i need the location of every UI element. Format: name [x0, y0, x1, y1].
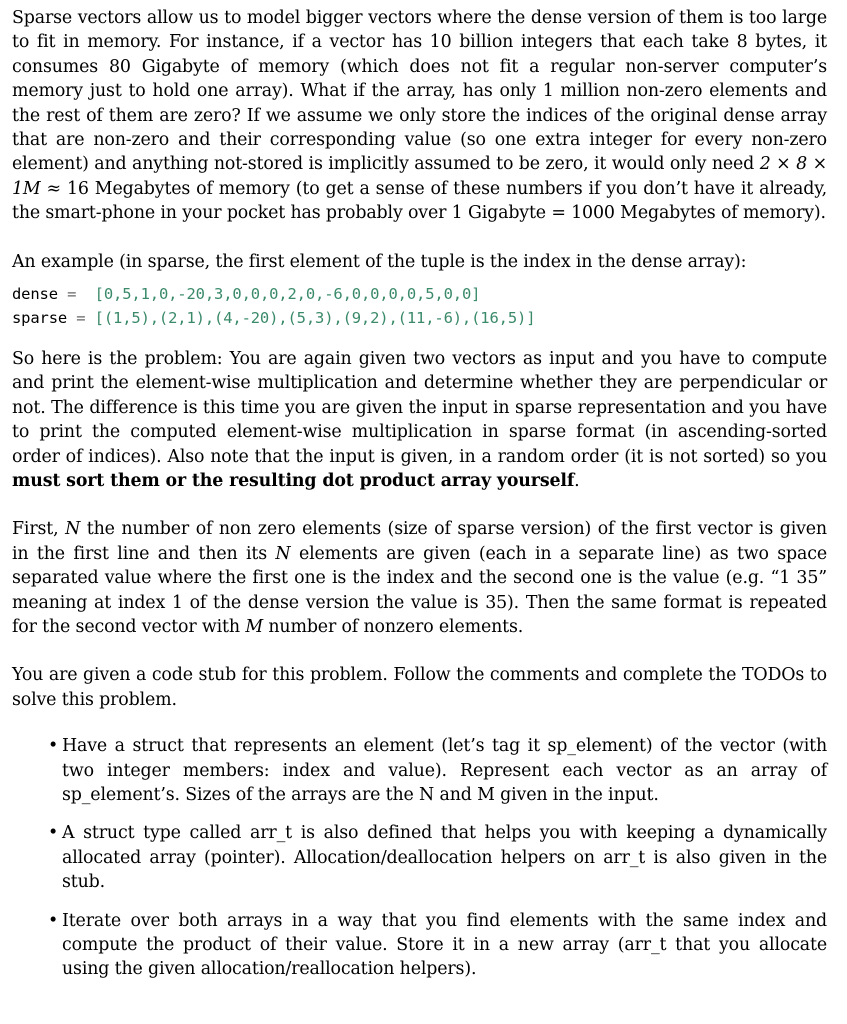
intro-tail: 16 Megabytes of memory (to get a sense of these numbers if you don’t have it already, the smart-phone in your pocket has probably over 1 Gigabyte = 1000 Megabytes of memory). [12, 178, 827, 224]
intro-paragraph [12, 6, 827, 226]
sparse-label: sparse [12, 309, 68, 328]
sparse-equals: = [76, 309, 86, 328]
todo-list [12, 734, 827, 982]
input-text-b: the number of non zero elements (size of sparse version) of the first vector is given in the first line and then its [12, 519, 827, 564]
dense-label: dense [12, 285, 58, 304]
code-block [12, 282, 827, 331]
dense-value: [0,5,1,0,-20,3,0,0,0,2,0,-6,0,0,0,0,5,0,0] [94, 285, 481, 304]
input-text-d: number of nonzero elements. [263, 616, 524, 637]
input-text-c: elements are given (each in a separate line) as two space separated value where the first one is the index and the second one is the value (e.g. “1 35” meaning at index 1 of the dense version the value is 35). Then the same format is repeated for the second vector with [12, 543, 827, 637]
problem-emphasis: must sort them or the resulting dot product array yourself [12, 470, 575, 491]
intro-text: Sparse vectors allow us to model bigger vectors where the dense version of them is too large to fit in memory. For instance, if a vector has 10 billion integers that each take 8 bytes, it consumes 80 Gigabyte of memory (which does not fit a regular non-server computer’s memory just to hold one array). What if the array, has only 1 million non-zero elements and the rest of them are zero? If we assume we only store the indices of the original dense array that are non-zero and their corresponding value (so one extra integer for every non-zero element) and anything not-stored is implicitly assumed to be zero, it would only need [12, 8, 827, 175]
input-text-a: First, [12, 519, 66, 540]
input-var-n: N [65, 519, 81, 540]
stub-paragraph: You are given a code stub for this problem. Follow the comments and complete the TODOs to solve this problem. [12, 665, 827, 710]
example-intro: An example (in sparse, the first element of the tuple is the index in the dense array): [12, 251, 747, 272]
input-var-m: M [245, 616, 263, 637]
list-item: • A struct type called arr_t is also defined that helps you with keeping a dynamically allocated array (pointer). Allocation/deallocation helpers on arr_t is also given in the stub. [62, 821, 827, 894]
list-item: • Have a struct that represents an element (let’s tag it sp_element) of the vector (with two integer members: index and value). Represent each vector as an array of sp_element’s. Sizes of the arrays are the N and M given in the input. [62, 734, 827, 807]
problem-end: . [574, 470, 580, 491]
intro-math: 2 × 8 × 1M ≈ [12, 154, 827, 199]
input-var-n2: N [275, 543, 291, 564]
dense-equals: = [67, 285, 77, 304]
problem-paragraph [12, 347, 827, 493]
list-item: • Iterate over both arrays in a way that you find elements with the same index and compute the product of their value. Store it in a new array (arr_t that you allocate using the given allocation/reallocation helpers). [62, 909, 827, 982]
sparse-value: [(1,5),(2,1),(4,-20),(5,3),(9,2),(11,-6),(16,5)] [94, 309, 536, 328]
input-format-paragraph [12, 517, 827, 639]
problem-text: So here is the problem: You are again given two vectors as input and you have to compute and print the element-wise multiplication and determine whether they are perpendicular or not. The difference is this time you are given the input in sparse representation and you have to print the computed element-wise multiplication in sparse format (in ascending-sorted order of indices). Also note that the input is given, in a random order (it is not sorted) so you [12, 348, 827, 467]
